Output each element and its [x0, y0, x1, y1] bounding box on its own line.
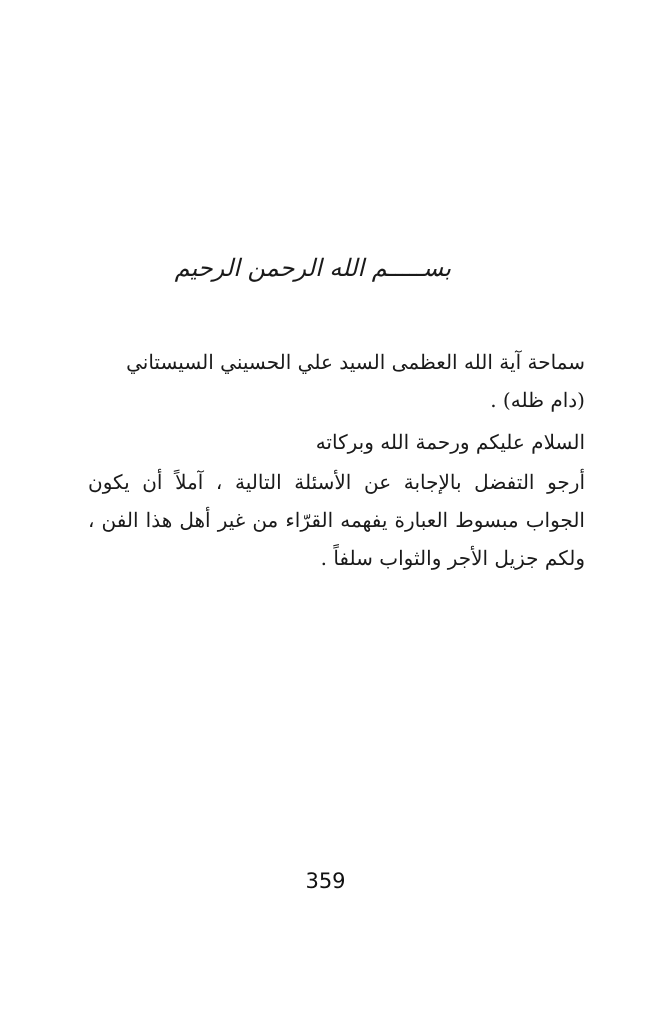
- basmala-calligraphy: بســـــم الله الرحمن الرحيم: [174, 254, 451, 282]
- address-paragraph: سماحة آية الله العظمى السيد علي الحسيني السيستاني (دام ظله) .: [126, 350, 585, 412]
- greeting-paragraph: السلام عليكم ورحمة الله وبركاته: [315, 430, 585, 454]
- page-number: 359: [305, 869, 346, 893]
- request-paragraph: أرجو التفضل بالإجابة عن الأسئلة التالية ، آملاً أن يكون الجواب مبسوط العبارة يفهمه القرّاء من غير أهل هذا الفن ، ولكم جزيل الأجر والثواب سلفاً .: [88, 470, 585, 570]
